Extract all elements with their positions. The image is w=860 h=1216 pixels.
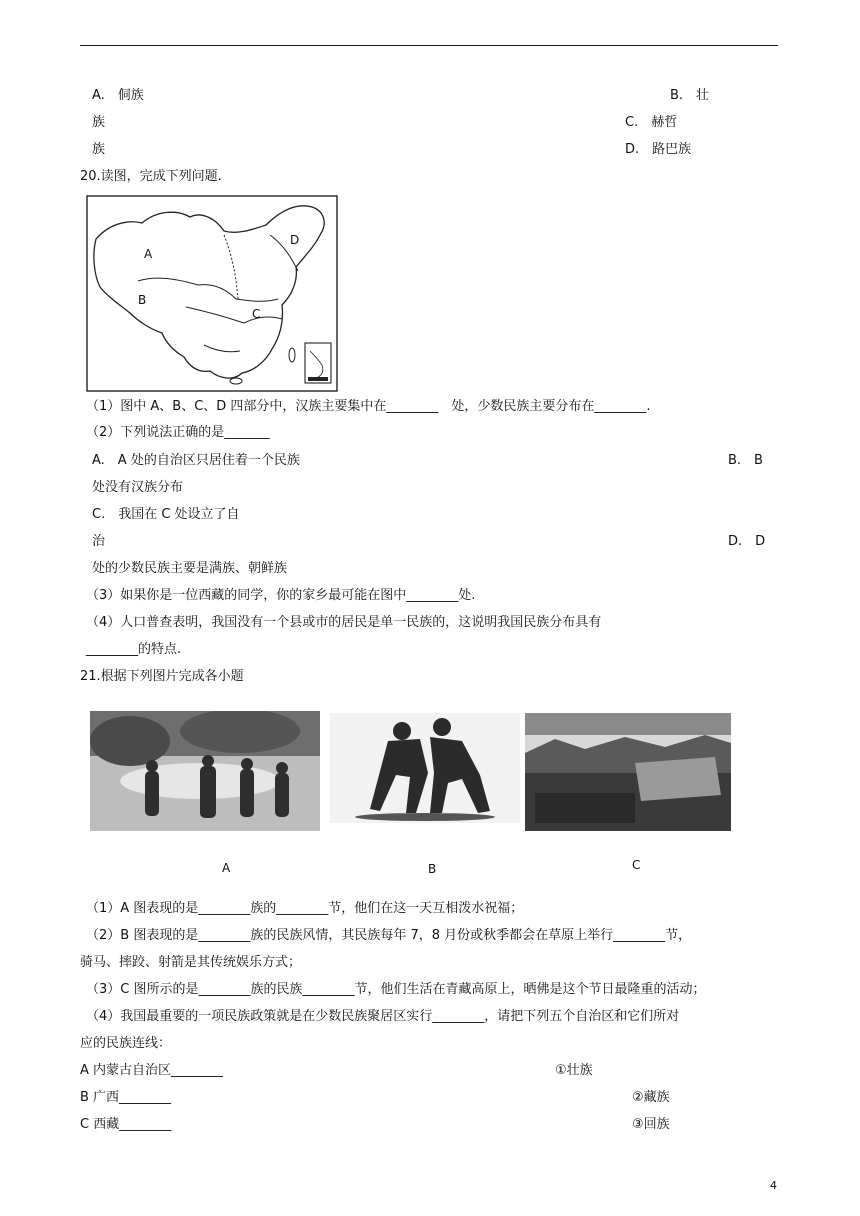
q21-stem: 21.根据下列图片完成各小题 <box>80 669 244 684</box>
q20-option-b-cont: 处没有汉族分布 <box>92 480 184 495</box>
photo-b-wrestling <box>330 713 520 823</box>
china-map <box>86 195 338 392</box>
q20-part3: （3）如果你是一位西藏的同学，你的家乡最可能在图中________处. <box>86 588 476 603</box>
q21-part1: （1）A 图表现的是________族的________节，他们在这一天互相泼水祝福； <box>86 901 524 916</box>
q19-option-c: C. 赫哲 <box>625 115 678 130</box>
map-label-c: C <box>252 307 261 321</box>
q20-option-c: C. 我国在 C 处设立了自 <box>92 507 240 522</box>
q20-option-c-cont: 治 <box>92 534 106 549</box>
photo-caption-c: C <box>632 858 641 872</box>
q20-part2: （2）下列说法正确的是_______ <box>86 425 270 440</box>
q19-option-b: B. 壮 <box>670 88 710 103</box>
photo-c-shoton-festival <box>525 713 731 831</box>
q20-part4-line1: （4）人口普查表明，我国没有一个县或市的居民是单一民族的，这说明我国民族分布具有 <box>86 615 602 630</box>
q19-option-d: D. 路巴族 <box>625 142 692 157</box>
q20-part4-line2: ________的特点. <box>86 642 182 657</box>
q20-option-d-cont: 处的少数民族主要是满族、朝鲜族 <box>92 561 288 576</box>
q20-option-d: D. D <box>728 534 766 549</box>
q21-part4-line2: 应的民族连线： <box>80 1036 172 1051</box>
q19-option-a: A. 侗族 <box>92 88 144 103</box>
q21-part4-line1: （4）我国最重要的一项民族政策就是在少数民族聚居区实行________，请把下列五个自治区和它们所对 <box>86 1009 680 1024</box>
map-label-a: A <box>144 247 153 261</box>
match-right-item: ③回族 <box>632 1117 670 1132</box>
q19-option-b-cont: 族 <box>92 115 106 130</box>
q20-stem: 20.读图，完成下列问题. <box>80 169 222 184</box>
map-label-b: B <box>138 293 147 307</box>
photo-caption-b: B <box>428 862 437 876</box>
q20-option-b: B. B <box>728 453 763 468</box>
q20-part1: （1）图中 A、B、C、D 四部分中，汉族主要集中在________ 处，少数民族主要分布在________. <box>86 399 651 414</box>
match-right-item: ①壮族 <box>555 1063 593 1078</box>
match-right-item: ②藏族 <box>632 1090 670 1105</box>
q21-part3: （3）C 图所示的是________族的民族________节，他们生活在青藏高原上，晒佛是这个节日最隆重的活动； <box>86 982 706 997</box>
q21-part2-line2: 骑马、摔跤、射箭是其传统娱乐方式； <box>80 955 302 970</box>
q20-option-a: A. A 处的自治区只居住着一个民族 <box>92 453 300 468</box>
match-left-item: A 内蒙古自治区________ <box>80 1063 224 1078</box>
q19-option-c-cont: 族 <box>92 142 106 157</box>
page-number: 4 <box>770 1179 777 1192</box>
photo-caption-a: A <box>222 861 231 875</box>
map-label-d: D <box>290 233 300 247</box>
match-left-item: C 西藏________ <box>80 1117 172 1132</box>
match-left-item: B 广西________ <box>80 1090 172 1105</box>
q21-part2-line1: （2）B 图表现的是________族的民族风情，其民族每年 7，8 月份或秋季都会在草原上举行________节， <box>86 928 692 943</box>
photo-a-water-festival <box>90 711 320 831</box>
header-rule <box>80 45 778 46</box>
